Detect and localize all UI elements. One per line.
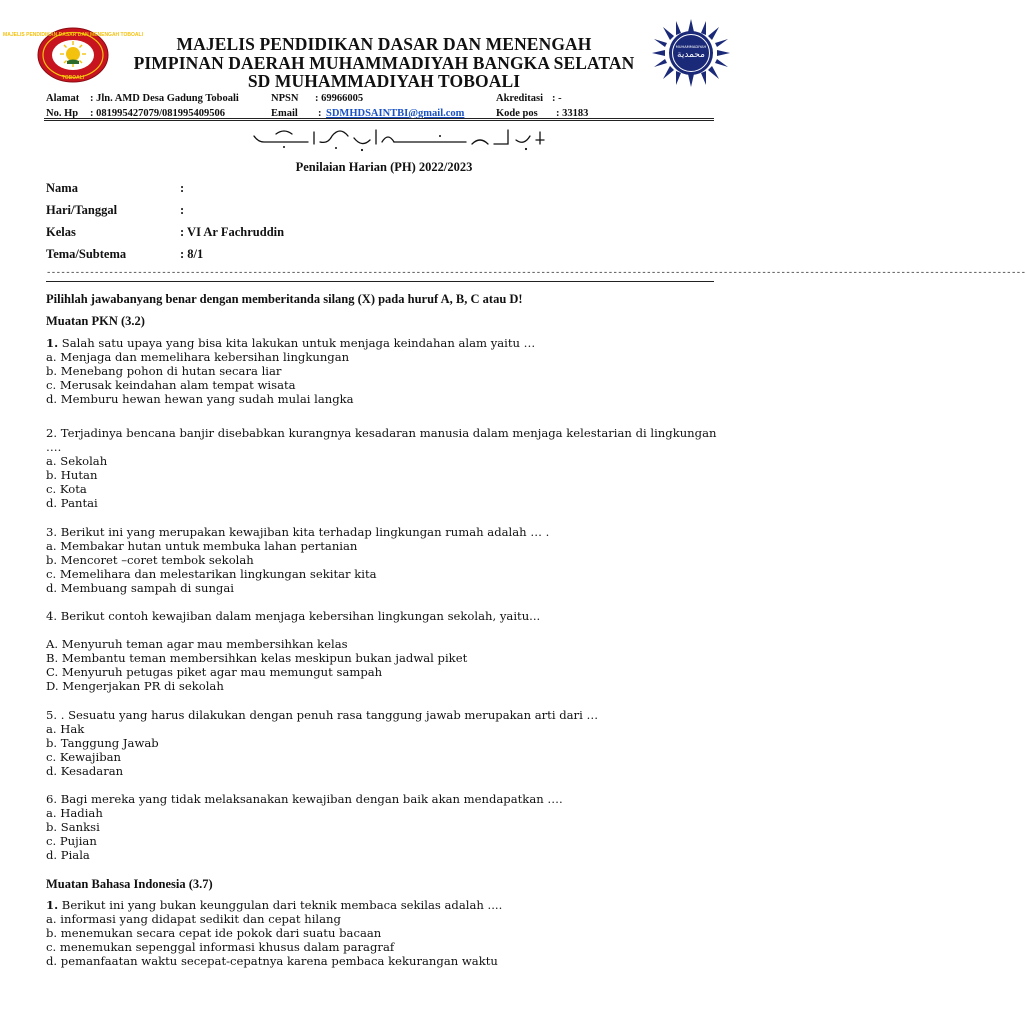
letterhead-divider-top (44, 118, 714, 119)
field-value-tema-subtema: : 8/1 (180, 247, 204, 261)
option-a[interactable]: a. Membakar hutan untuk membuka lahan pertanian (46, 539, 358, 553)
question-pkn-1 (46, 336, 726, 406)
question-pkn-6 (46, 792, 726, 862)
option-d[interactable]: D. Mengerjakan PR di sekolah (46, 679, 224, 693)
right-logo-text: MUHAMMADIYAH (675, 45, 707, 49)
option-b[interactable]: b. Sanksi (46, 820, 100, 834)
question-bindo-1 (46, 898, 726, 968)
letterhead-divider-bottom (44, 120, 714, 121)
kodepos-value: : 33183 (556, 108, 589, 119)
question-stem: Berikut ini yang merupakan kewajiban kita terhadap lingkungan rumah adalah … . (57, 525, 550, 539)
question-pkn-2 (46, 426, 726, 510)
question-stem: Salah satu upaya yang bisa kita lakukan untuk menjaga keindahan alam yaitu … (58, 336, 536, 350)
hp-value: : 081995427079/081995409506 (90, 108, 226, 119)
alamat-value: : Jln. AMD Desa Gadung Toboali (90, 93, 239, 104)
option-c[interactable]: c. Pujian (46, 834, 97, 848)
email-link[interactable]: SDMHDSAINTBI@gmail.com (326, 108, 465, 119)
letterhead-line-3: SD MUHAMMADIYAH TOBOALI (247, 71, 521, 91)
svg-text:TOBOALI: TOBOALI (61, 75, 85, 81)
field-value-kelas: : VI Ar Fachruddin (180, 225, 285, 239)
left-logo-text: MAJELIS PENDIDIKAN DASAR DAN MENENGAH TOBOALI (3, 32, 143, 38)
question-number: 3. (46, 525, 58, 539)
option-c[interactable]: c. menemukan sepenggal informasi khusus dalam paragraf (46, 940, 395, 954)
letterhead-line-1: MAJELIS PENDIDIKAN DASAR DAN MENENGAH (176, 34, 592, 54)
question-number: 5. (46, 708, 58, 722)
option-a[interactable]: a. informasi yang didapat sedikit dan cepat hilang (46, 912, 341, 926)
field-value-nama: : (180, 181, 185, 195)
akreditasi-value: : - (552, 93, 562, 104)
option-c[interactable]: c. Merusak keindahan alam tempat wisata (46, 378, 296, 392)
field-label-nama: Nama (46, 181, 78, 195)
option-a[interactable]: A. Menyuruh teman agar mau membersihkan kelas (46, 637, 348, 651)
option-a[interactable]: a. Sekolah (46, 454, 108, 468)
question-pkn-5 (46, 708, 726, 778)
option-d[interactable]: d. pemanfaatan waktu secepat-cepatnya karena pembaca kekurangan waktu (46, 954, 498, 968)
letterhead-line-2: PIMPINAN DAERAH MUHAMMADIYAH BANGKA SELATAN (133, 53, 635, 73)
question-number: 4. (46, 609, 58, 623)
question-pkn-4 (46, 609, 726, 693)
kodepos-label: Kode pos (496, 108, 538, 119)
npsn-value: : 69966005 (315, 93, 364, 104)
email-label: Email (271, 108, 298, 119)
separator-rule (46, 281, 714, 282)
basmalah-calligraphy (244, 122, 554, 154)
option-a[interactable]: a. Hadiah (46, 806, 103, 820)
option-b[interactable]: b. Menebang pohon di hutan secara liar (46, 364, 282, 378)
email-colon: : (318, 108, 322, 119)
option-b[interactable]: b. menemukan secara cepat ide pokok dari suatu bacaan (46, 926, 382, 940)
option-d[interactable]: d. Piala (46, 848, 90, 862)
section-title-bahasa-indonesia: Muatan Bahasa Indonesia (3.7) (46, 877, 213, 891)
question-number: 1. (46, 898, 59, 912)
alamat-label: Alamat (46, 93, 80, 104)
question-stem: Bagi mereka yang tidak melaksanakan kewajiban dengan baik akan mendapatkan …. (57, 792, 563, 806)
option-d[interactable]: d. Kesadaran (46, 764, 124, 778)
option-a[interactable]: a. Hak (46, 722, 85, 736)
option-c[interactable]: c. Kewajiban (46, 750, 122, 764)
hp-label: No. Hp (46, 108, 79, 119)
option-b[interactable]: b. Hutan (46, 468, 98, 482)
question-number: 1. (46, 336, 59, 350)
option-b[interactable]: B. Membantu teman membersihkan kelas meskipun bukan jadwal piket (46, 651, 468, 665)
question-stem: Berikut contoh kewajiban dalam menjaga kebersihan lingkungan sekolah, yaitu... (57, 609, 541, 623)
question-stem: . Sesuatu yang harus dilakukan dengan penuh rasa tanggung jawab merupakan arti dari … (57, 708, 599, 722)
option-c[interactable]: c. Memelihara dan melestarikan lingkungan sekitar kita (46, 567, 377, 581)
question-stem: Terjadinya bencana banjir disebabkan kurangnya kesadaran manusia dalam menjaga kelestarian di lingkungan …. (46, 426, 717, 454)
field-label-hari-tanggal: Hari/Tanggal (46, 203, 118, 217)
akreditasi-label: Akreditasi (496, 93, 544, 104)
svg-text:محمدية: محمدية (677, 50, 705, 60)
field-label-kelas: Kelas (46, 225, 76, 239)
question-number: 6. (46, 792, 58, 806)
option-a[interactable]: a. Menjaga dan memelihara kebersihan lingkungan (46, 350, 350, 364)
option-b[interactable]: b. Tanggung Jawab (46, 736, 159, 750)
option-b[interactable]: b. Mencoret –coret tembok sekolah (46, 553, 254, 567)
exam-title: Penilaian Harian (PH) 2022/2023 (295, 160, 473, 174)
field-label-tema-subtema: Tema/Subtema (46, 247, 127, 261)
option-d[interactable]: d. Pantai (46, 496, 98, 510)
dashed-separator: ------------------------------------------------------------------------------------------------------------------------------------------------------------------------------------------------------------ (46, 268, 1025, 278)
option-d[interactable]: d. Membuang sampah di sungai (46, 581, 234, 595)
question-pkn-3 (46, 525, 726, 595)
question-number: 2. (46, 426, 58, 440)
section-title-pkn: Muatan PKN (3.2) (46, 314, 145, 328)
option-d[interactable]: d. Memburu hewan hewan yang sudah mulai langka (46, 392, 354, 406)
option-c[interactable]: c. Kota (46, 482, 87, 496)
instruction-text: Pilihlah jawabanyang benar dengan memberitanda silang (X) pada huruf A, B, C atau D! (46, 292, 523, 306)
npsn-label: NPSN (271, 93, 299, 104)
question-stem: Berikut ini yang bukan keunggulan dari teknik membaca sekilas adalah .... (58, 898, 503, 912)
option-c[interactable]: C. Menyuruh petugas piket agar mau memungut sampah (46, 665, 383, 679)
field-value-hari-tanggal: : (180, 203, 185, 217)
